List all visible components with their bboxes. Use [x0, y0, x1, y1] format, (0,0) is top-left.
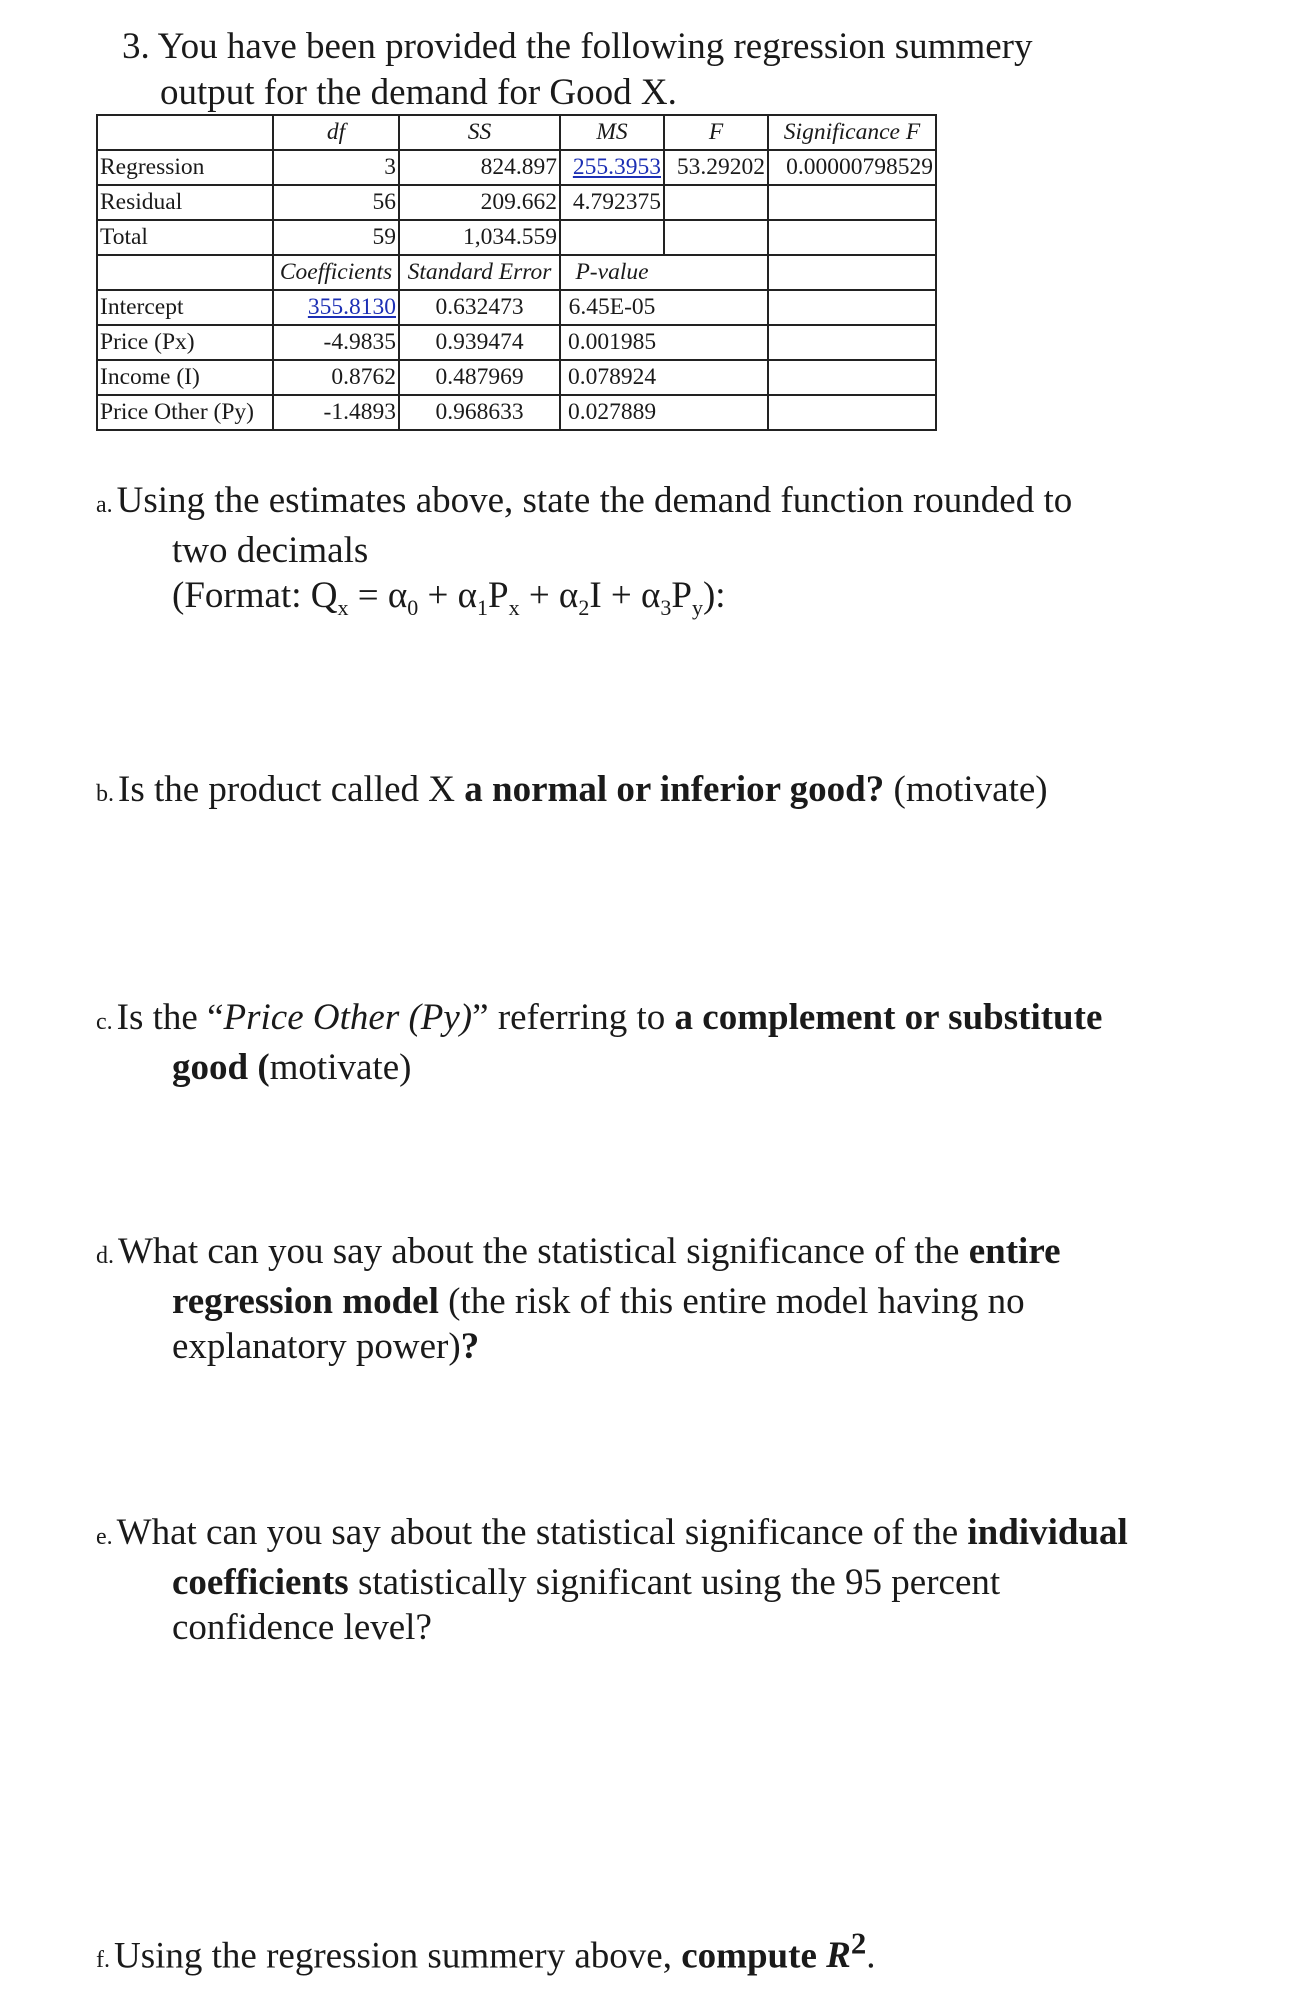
coef-row-intercept [97, 290, 936, 325]
part-b-post: (motivate) [884, 769, 1048, 810]
format-suffix: ): [702, 575, 726, 616]
px-term: P [487, 575, 509, 616]
part-c-bold1: a complement or substitute [674, 997, 1103, 1038]
sub-x: x [337, 595, 349, 620]
part-a [96, 478, 1216, 618]
part-c-mid: ” referring to [472, 997, 675, 1038]
part-e [96, 1510, 1216, 1650]
part-f-post: . [866, 1935, 876, 1977]
blank-cell [664, 290, 768, 325]
coef-cell: -1.4893 [273, 395, 399, 430]
header-cell-blank [97, 115, 273, 150]
coef-cell: -4.9835 [273, 325, 399, 360]
row-label: Price (Px) [97, 325, 273, 360]
header-standard-error: Standard Error [399, 255, 560, 290]
sub-3: 3 [660, 595, 672, 620]
header-p-value: P-value [560, 255, 664, 290]
blank-cell [664, 325, 768, 360]
question-title [122, 24, 1122, 116]
anova-row-regression [97, 150, 936, 185]
coef-cell: 0.8762 [273, 360, 399, 395]
blank-cell [664, 395, 768, 430]
part-f-pre: Using the regression summery above, [114, 1935, 682, 1977]
f-cell [664, 185, 768, 220]
coef-row-income [97, 360, 936, 395]
part-c-letter: c. [96, 1009, 113, 1035]
question-number: 3. [122, 26, 150, 67]
coef-header-row [97, 255, 936, 290]
ss-cell: 824.897 [399, 150, 560, 185]
part-b [96, 767, 1216, 817]
df-cell: 56 [273, 185, 399, 220]
df-cell: 59 [273, 220, 399, 255]
part-d-line2 [96, 1279, 1216, 1324]
anova-header-row [97, 115, 936, 150]
df-cell: 3 [273, 150, 399, 185]
se-cell: 0.487969 [399, 360, 560, 395]
format-eq: = α [348, 575, 408, 616]
sub-x: x [508, 595, 520, 620]
se-cell: 0.632473 [399, 290, 560, 325]
blank-cell [768, 325, 936, 360]
row-label: Residual [97, 185, 273, 220]
anova-row-total [97, 220, 936, 255]
coef-cell-link[interactable]: 355.8130 [273, 290, 399, 325]
part-c-bold2: good ( [172, 1047, 270, 1088]
part-f-bold: compute [681, 1935, 827, 1977]
title-line-2: output for the demand for Good X. [160, 72, 677, 113]
part-d-mid: (the risk of this entire model having no [438, 1281, 1025, 1322]
header-df: df [273, 115, 399, 150]
sig-f-cell: 0.00000798529 [768, 150, 936, 185]
se-cell: 0.968633 [399, 395, 560, 430]
header-f: F [664, 115, 768, 150]
part-a-line1: Using the estimates above, state the demand function rounded to [116, 480, 1073, 521]
part-f [96, 1922, 1216, 1983]
part-e-letter: e. [96, 1524, 113, 1550]
anova-row-residual [97, 185, 936, 220]
part-d-pre: What can you say about the statistical significance of the [118, 1231, 969, 1272]
sig-f-cell [768, 185, 936, 220]
part-d-line3-pre: explanatory power) [172, 1326, 461, 1367]
blank-cell [664, 360, 768, 395]
part-c-pre: Is the “ [116, 997, 224, 1038]
row-label: Price Other (Py) [97, 395, 273, 430]
format-prefix: (Format: Q [172, 575, 338, 616]
part-c-post: motivate) [269, 1047, 412, 1088]
part-d-line3-bold: ? [460, 1326, 480, 1367]
part-b-bold: a normal or inferior good? [464, 769, 885, 810]
part-d-bold1: entire [968, 1231, 1061, 1272]
part-a-format [96, 573, 1216, 618]
sub-y: y [691, 595, 703, 620]
part-c-line2 [96, 1045, 1216, 1090]
part-f-r: R [826, 1935, 851, 1977]
p-value-cell: 0.078924 [560, 360, 664, 395]
title-line-1: You have been provided the following regression summery [157, 26, 1033, 67]
f-cell: 53.29202 [664, 150, 768, 185]
ms-cell-link[interactable]: 255.3953 [560, 150, 664, 185]
row-label: Total [97, 220, 273, 255]
part-d-letter: d. [96, 1243, 114, 1269]
f-cell [664, 220, 768, 255]
part-e-bold1: individual [967, 1512, 1128, 1553]
header-ms: MS [560, 115, 664, 150]
p-value-cell: 0.027889 [560, 395, 664, 430]
header-ss: SS [399, 115, 560, 150]
part-c-italic: Price Other (Py) [223, 997, 473, 1038]
blank-cell [664, 255, 768, 290]
sub-2: 2 [578, 595, 590, 620]
blank-cell [768, 290, 936, 325]
blank-cell [768, 395, 936, 430]
i-term: I + α [589, 575, 661, 616]
part-e-line3: confidence level? [172, 1607, 432, 1648]
part-e-line2 [96, 1560, 1216, 1605]
blank-cell [768, 360, 936, 395]
header-cell-blank [97, 255, 273, 290]
sub-1: 1 [476, 595, 488, 620]
plus-1: + α [418, 575, 477, 616]
part-a-line2: two decimals [172, 530, 369, 571]
part-b-pre: Is the product called X [118, 769, 465, 810]
part-c [96, 995, 1216, 1090]
se-cell: 0.939474 [399, 325, 560, 360]
part-f-letter: f. [96, 1947, 110, 1974]
ms-cell: 4.792375 [560, 185, 664, 220]
part-d [96, 1229, 1216, 1369]
ss-cell: 1,034.559 [399, 220, 560, 255]
part-d-line3 [96, 1324, 1216, 1369]
p-value-cell: 6.45E-05 [560, 290, 664, 325]
part-e-bold2: coefficients [172, 1562, 349, 1603]
py-term: P [671, 575, 692, 616]
p-value-cell: 0.001985 [560, 325, 664, 360]
part-d-bold2: regression model [172, 1281, 439, 1322]
ms-cell [560, 220, 664, 255]
header-coefficients: Coefficients [273, 255, 399, 290]
blank-cell [768, 255, 936, 290]
sub-0: 0 [407, 595, 419, 620]
header-significance-f: Significance F [768, 115, 936, 150]
coef-row-price-other [97, 395, 936, 430]
part-e-mid: statistically significant using the 95 percent [348, 1562, 1001, 1603]
part-a-letter: a. [96, 492, 113, 518]
plus-2: + α [519, 575, 579, 616]
part-f-sup: 2 [850, 1927, 867, 1961]
row-label: Regression [97, 150, 273, 185]
ss-cell: 209.662 [399, 185, 560, 220]
regression-summary-table [96, 114, 937, 431]
sig-f-cell [768, 220, 936, 255]
row-label: Income (I) [97, 360, 273, 395]
part-e-pre: What can you say about the statistical significance of the [116, 1512, 968, 1553]
coef-row-price [97, 325, 936, 360]
row-label: Intercept [97, 290, 273, 325]
part-b-letter: b. [96, 781, 114, 807]
